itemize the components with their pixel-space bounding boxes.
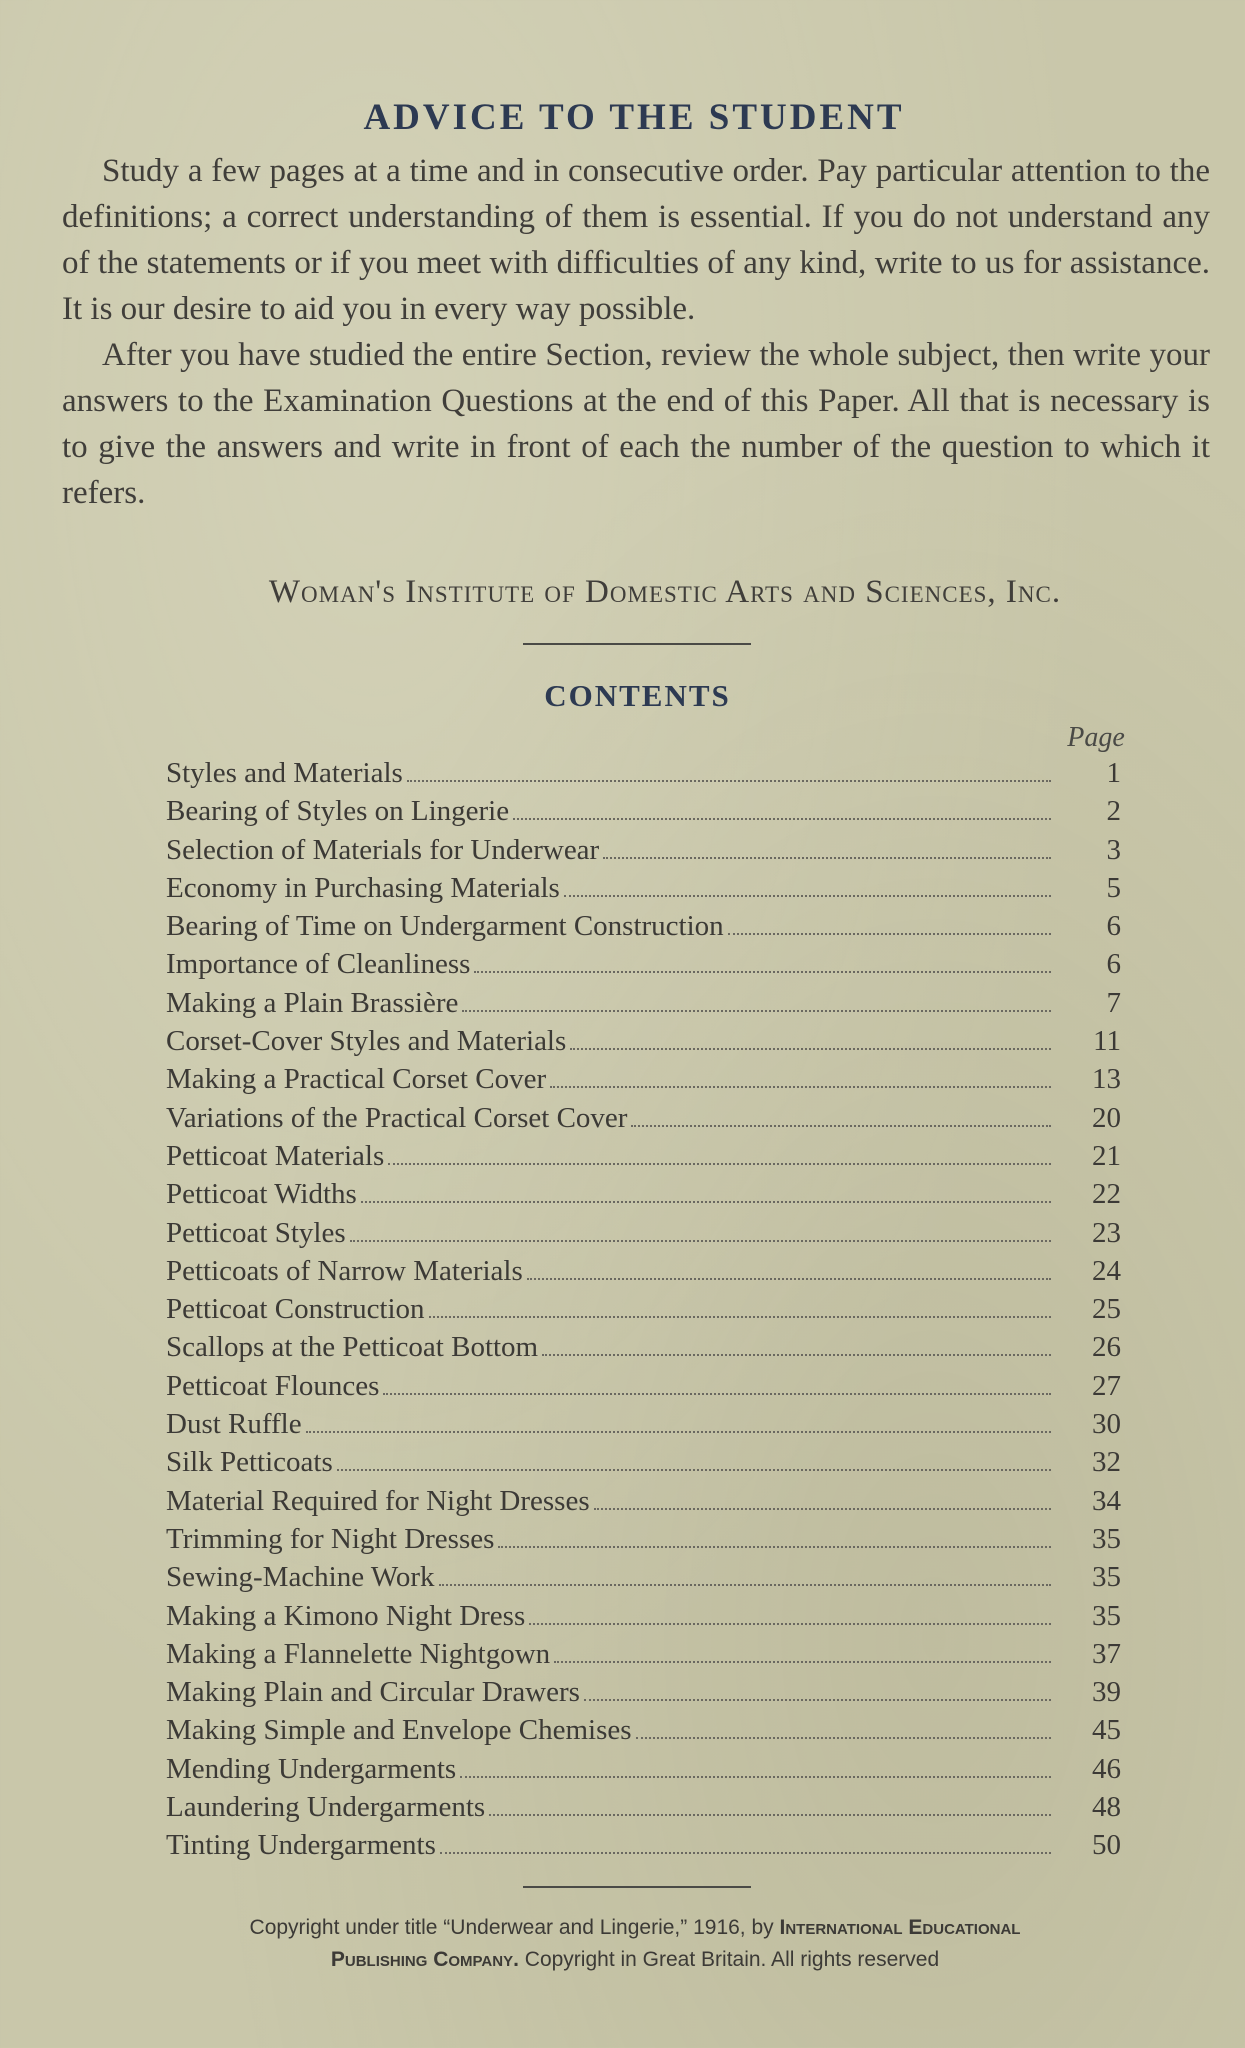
contents-entry-title: Petticoat Widths	[166, 1178, 357, 1211]
contents-entry-page: 2	[1106, 795, 1121, 828]
dot-leader	[383, 1393, 1051, 1395]
dot-leader	[440, 1852, 1051, 1854]
dot-leader	[407, 780, 1051, 782]
contents-entry-page: 45	[1092, 1714, 1121, 1747]
dot-leader	[631, 1125, 1051, 1127]
copyright-publisher-2: Publishing Company.	[330, 1948, 519, 1971]
divider-bottom	[523, 1886, 751, 1888]
contents-entry-page: 48	[1092, 1791, 1121, 1824]
contents-entry-page: 1	[1106, 757, 1121, 789]
dot-leader	[554, 1661, 1051, 1663]
contents-entry-page: 35	[1092, 1599, 1121, 1632]
institute-signature: Woman's Institute of Domestic Arts and Sciences, Inc.	[268, 574, 1062, 610]
contents-entry-title: Dust Ruffle	[166, 1408, 302, 1441]
copyright-line-2-text: Copyright in Great Britain. All rights reserved	[524, 1948, 940, 1971]
copyright-notice	[70, 1912, 1200, 1976]
contents-entry-title: Importance of Cleanliness	[166, 948, 471, 981]
contents-entry	[166, 1791, 1121, 1829]
dot-leader	[728, 933, 1051, 935]
dot-leader	[498, 1546, 1051, 1548]
contents-entry-title: Making Simple and Envelope Chemises	[166, 1714, 632, 1747]
contents-entry-page: 39	[1092, 1676, 1121, 1709]
contents-entry-title: Making Plain and Circular Drawers	[166, 1676, 580, 1709]
dot-leader	[584, 1699, 1051, 1701]
contents-entry-page: 6	[1106, 948, 1121, 981]
contents-entry-title: Bearing of Styles on Lingerie	[166, 795, 510, 828]
contents-entry	[166, 1714, 1121, 1752]
contents-entry-page: 35	[1092, 1561, 1121, 1594]
contents-entry-page: 27	[1092, 1369, 1121, 1402]
contents-entry-page: 22	[1092, 1178, 1121, 1211]
contents-entry	[166, 1561, 1121, 1599]
copyright-line-1-text: Copyright under title “Underwear and Lingerie,” 1916, by	[249, 1916, 774, 1939]
contents-entry-page: 7	[1106, 986, 1121, 1019]
contents-entry	[166, 795, 1121, 833]
dot-leader	[439, 1584, 1051, 1586]
contents-entry	[166, 910, 1121, 948]
contents-entry-page: 30	[1092, 1408, 1121, 1441]
contents-title: CONTENTS	[544, 678, 731, 713]
contents-entry	[166, 1293, 1121, 1331]
contents-entry-title: Tinting Undergarments	[166, 1829, 436, 1862]
contents-entry-title: Petticoat Flounces	[166, 1369, 380, 1402]
copyright-line-2	[70, 1944, 1200, 1976]
dot-leader	[489, 1814, 1051, 1816]
contents-entry-title: Petticoat Materials	[166, 1139, 385, 1172]
contents-entry-title: Material Required for Night Dresses	[166, 1484, 590, 1517]
contents-entry	[166, 872, 1121, 910]
contents-entry	[166, 1600, 1121, 1638]
contents-entry	[166, 987, 1121, 1025]
contents-entry	[166, 1178, 1121, 1216]
contents-entry	[166, 1446, 1121, 1484]
contents-entry-title: Petticoats of Narrow Materials	[166, 1254, 523, 1287]
contents-entry-page: 50	[1092, 1829, 1121, 1862]
dot-leader	[388, 1163, 1051, 1165]
contents-entry-title: Scallops at the Petticoat Bottom	[166, 1331, 539, 1364]
dot-leader	[462, 1010, 1051, 1012]
contents-entry-page: 11	[1093, 1025, 1121, 1058]
contents-entry-page: 26	[1092, 1331, 1121, 1364]
contents-entry-page: 25	[1092, 1293, 1121, 1326]
dot-leader	[594, 1508, 1051, 1510]
contents-entry	[166, 1370, 1121, 1408]
contents-entry-title: Petticoat Styles	[166, 1216, 346, 1249]
contents-entry-title: Laundering Undergarments	[166, 1791, 486, 1824]
copyright-publisher-1: International Educational	[779, 1916, 1021, 1939]
dot-leader	[542, 1354, 1051, 1356]
dot-leader	[429, 1316, 1051, 1318]
contents-entry	[166, 1025, 1121, 1063]
contents-entry-title: Selection of Materials for Underwear	[166, 833, 600, 866]
dot-leader	[306, 1431, 1051, 1433]
contents-entry	[166, 1638, 1121, 1676]
contents-entry-page: 21	[1092, 1139, 1121, 1172]
dot-leader	[603, 857, 1051, 859]
dot-leader	[636, 1737, 1051, 1739]
contents-entry-title: Making a Kimono Night Dress	[166, 1599, 526, 1632]
contents-entry-page: 46	[1092, 1752, 1121, 1785]
contents-entry	[166, 1063, 1121, 1101]
dot-leader	[361, 1201, 1051, 1203]
contents-entry	[166, 834, 1121, 872]
contents-entry-title: Trimming for Night Dresses	[166, 1522, 495, 1555]
contents-entry	[166, 1829, 1121, 1867]
contents-entry-page: 23	[1092, 1216, 1121, 1249]
contents-entry-title: Silk Petticoats	[166, 1446, 333, 1479]
divider-top	[523, 643, 751, 645]
contents-entry-title: Making a Practical Corset Cover	[166, 1063, 547, 1096]
contents-entry-page: 13	[1092, 1063, 1121, 1096]
contents-entry	[166, 1523, 1121, 1561]
contents-entry	[166, 1753, 1121, 1791]
contents-entry	[166, 757, 1121, 795]
contents-entry-page: 3	[1106, 833, 1121, 866]
dot-leader	[474, 971, 1051, 973]
dot-leader	[564, 895, 1051, 897]
contents-entry-page: 37	[1092, 1637, 1121, 1670]
contents-entry	[166, 1255, 1121, 1293]
contents-entry-page: 24	[1092, 1254, 1121, 1287]
contents-entry	[166, 1676, 1121, 1714]
contents-entry-title: Styles and Materials	[166, 757, 403, 789]
contents-entry-title: Mending Undergarments	[166, 1752, 457, 1785]
dot-leader	[460, 1776, 1051, 1778]
contents-entry-page: 34	[1092, 1484, 1121, 1517]
contents-list	[166, 757, 1121, 1868]
contents-entry-page: 35	[1092, 1522, 1121, 1555]
dot-leader	[513, 818, 1051, 820]
dot-leader	[527, 1278, 1051, 1280]
dot-leader	[570, 1048, 1051, 1050]
advice-body	[62, 148, 1210, 516]
contents-page-header: Page	[1067, 722, 1125, 753]
dot-leader	[529, 1623, 1051, 1625]
copyright-line-1	[70, 1912, 1200, 1944]
contents-entry-page: 20	[1092, 1101, 1121, 1134]
contents-entry	[166, 948, 1121, 986]
dot-leader	[350, 1240, 1051, 1242]
contents-entry-title: Variations of the Practical Corset Cover	[166, 1101, 628, 1134]
advice-paragraph-1: Study a few pages at a time and in consecutive order. Pay particular attention to the definitions; a correct understanding of them is essential. If you do not understand any of the statements or if you meet with difficulties of any kind, write to us for assistance. It is our desire to aid you in every way possible.	[62, 153, 1210, 327]
contents-entry-page: 6	[1106, 910, 1121, 943]
contents-entry-title: Corset-Cover Styles and Materials	[166, 1025, 567, 1058]
contents-entry-title: Sewing-Machine Work	[166, 1561, 435, 1594]
contents-entry-title: Petticoat Construction	[166, 1293, 425, 1326]
dot-leader	[550, 1086, 1051, 1088]
advice-paragraph-2: After you have studied the entire Section, review the whole subject, then write your answers to the Examination Questions at the end of this Paper. All that is necessary is to give the answers and write in front of each the number of the question to which it refers.	[62, 337, 1210, 511]
contents-entry	[166, 1485, 1121, 1523]
contents-entry	[166, 1140, 1121, 1178]
advice-title: ADVICE TO THE STUDENT	[363, 97, 905, 138]
contents-entry-page: 32	[1092, 1446, 1121, 1479]
contents-entry	[166, 1408, 1121, 1446]
contents-entry-page: 5	[1106, 871, 1121, 904]
contents-entry	[166, 1217, 1121, 1255]
contents-entry-title: Economy in Purchasing Materials	[166, 871, 560, 904]
contents-entry-title: Making a Flannelette Nightgown	[166, 1637, 551, 1670]
contents-entry	[166, 1331, 1121, 1369]
contents-entry	[166, 1102, 1121, 1140]
contents-entry-title: Bearing of Time on Undergarment Construction	[166, 910, 724, 943]
contents-entry-title: Making a Plain Brassière	[166, 986, 459, 1019]
dot-leader	[337, 1469, 1051, 1471]
